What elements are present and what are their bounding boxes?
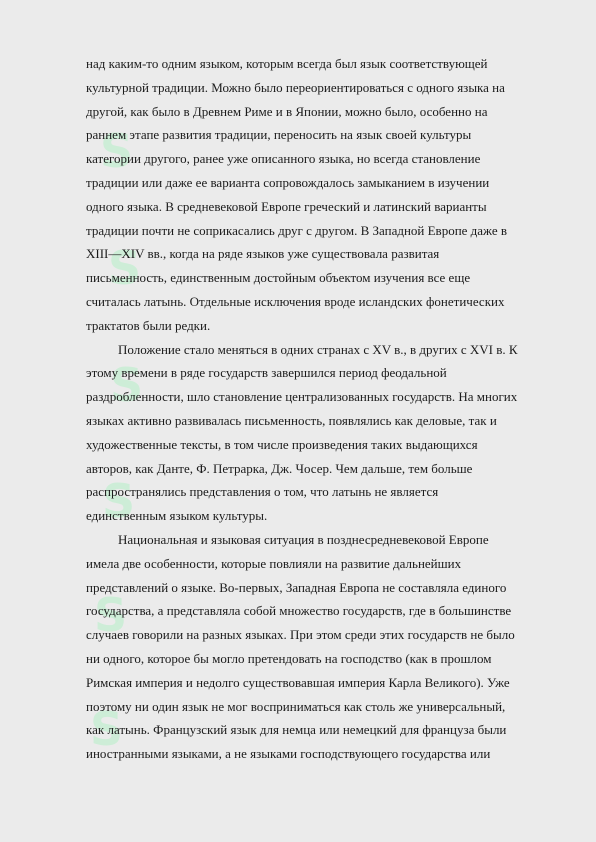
text-line: другой, как было в Древнем Риме и в Японии, можно было, особенно на (86, 103, 488, 119)
text-line: XIII—XIV вв., когда на ряде языков уже существовала развитая (86, 246, 440, 262)
watermark-glyph: S (110, 358, 144, 412)
text-line: художественные тексты, в том числе произведения таких выдающихся (86, 436, 478, 452)
text-line: распространялись представления о том, что латынь не является (86, 484, 439, 500)
text-line: над каким-то одним языком, которым всегда был язык соответствующей (86, 56, 488, 71)
text-line: как латынь. Французский язык для немца или немецкий для француза были (86, 722, 507, 738)
text-line: ни одного, которое бы могло претендовать на господство (как в прошлом (86, 650, 492, 666)
text-line: случаев говорили на разных языках. При этом среди этих государств не было (86, 627, 515, 643)
text-line: раннем этапе развития традиции, переносить на язык своей культуры (86, 127, 472, 143)
paragraph-first-line: Национальная и языковая ситуация в позднесредневековой Европе (118, 531, 489, 547)
text-line: иностранными языками, а не языками господствующего государства или (86, 746, 491, 762)
text-line: культурной традиции. Можно было переориентироваться с одного языка на (86, 79, 505, 95)
text-line: традиции или даже ее варианта сопровождалось замыканием в изучении (86, 174, 490, 190)
text-line: категории другого, ранее уже описанного языка, но всегда становление (86, 151, 481, 167)
body-text (86, 52, 546, 766)
text-line: считалась латынь. Отдельные исключения вроде исландских фонетических (86, 293, 505, 309)
watermark-glyph: S (94, 588, 128, 642)
text-line: одного языка. В средневековой Европе греческий и латинский варианты (86, 198, 487, 214)
text-line: имела две особенности, которые повлияли на развитие дальнейших (86, 555, 462, 571)
text-line: трактатов были редки. (86, 317, 211, 333)
text-line: единственным языком культуры. (86, 508, 268, 524)
text-line: поэтому ни один язык не мог восприниматься как столь же универсальный, (86, 698, 506, 714)
text-line: представлений о языке. Во-первых, Западная Европа не составляла единого (86, 579, 507, 595)
text-line: языках активно развивалась письменность, появлялись как деловые, так и (86, 412, 497, 428)
text-line: раздробленности, шло становление централизованных государств. На многих (86, 389, 518, 405)
text-line: авторов, как Данте, Ф. Петрарка, Дж. Чосер. Чем дальше, тем больше (86, 460, 473, 476)
text-line: письменность, единственным достойным объектом изучения все еще (86, 270, 471, 286)
text-line: этому времени в ряде государств завершился период феодальной (86, 365, 447, 381)
watermark-glyph: S (100, 124, 134, 178)
watermark-glyph: S (90, 702, 124, 756)
watermark-glyph: S (102, 474, 136, 528)
paragraph-first-line: Положение стало меняться в одних странах с XV в., в других с XVI в. К (118, 341, 518, 357)
text-line: Римская империя и недолго существовавшая империя Карла Великого). Уже (86, 674, 510, 690)
text-line: государства, а представляла собой множество государств, где в большинстве (86, 603, 512, 619)
text-line: традиции почти не соприкасались друг с другом. В Западной Европе даже в (86, 222, 508, 238)
watermark-glyph: S (108, 241, 142, 295)
